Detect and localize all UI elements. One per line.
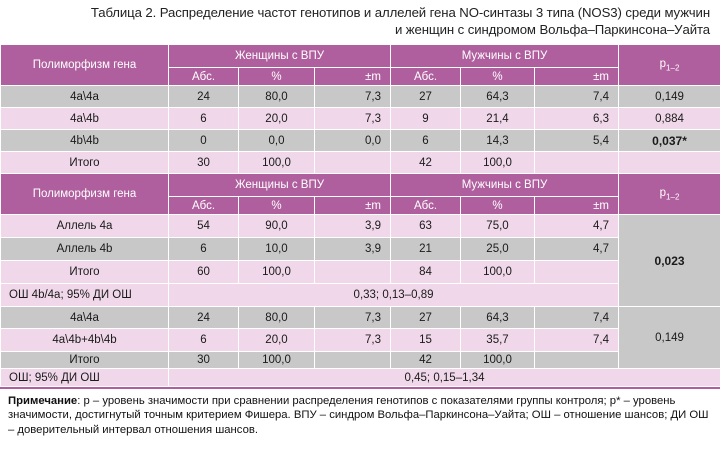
odds-ratio-label-2: ОШ; 95% ДИ ОШ <box>1 369 169 387</box>
header-men-2: Мужчины с ВПУ <box>391 174 619 197</box>
cell: 30 <box>169 152 239 174</box>
cell: 7,4 <box>535 307 619 329</box>
cell: 7,3 <box>315 307 391 329</box>
header-row-1 <box>1 45 720 68</box>
cell: 3,9 <box>315 215 391 238</box>
cell: 63 <box>391 215 461 238</box>
cell: 7,3 <box>315 86 391 108</box>
p-value-combined: 0,149 <box>619 307 720 369</box>
odds-ratio-row <box>1 284 720 307</box>
genotype-table <box>0 44 720 387</box>
header-row-3 <box>1 174 720 197</box>
cell: 21,4 <box>461 108 535 130</box>
table-row <box>1 108 720 130</box>
cell: 6 <box>169 108 239 130</box>
header-women: Женщины с ВПУ <box>169 45 391 68</box>
caption-line-1: Таблица 2. Распределение частот генотипов и аллелей гена NO-синтазы 3 типа (NOS3) среди мужчин <box>90 5 710 20</box>
row-label: 4a\4b <box>1 108 169 130</box>
cell: 7,3 <box>315 329 391 352</box>
row-label: Аллель 4a <box>1 215 169 238</box>
cell: 27 <box>391 307 461 329</box>
cell: 27 <box>391 86 461 108</box>
cell: 30 <box>169 352 239 369</box>
cell: 0 <box>169 130 239 152</box>
p-value <box>619 152 720 174</box>
header-m-pct-2: % <box>461 197 535 215</box>
header-m-abs-2: Абс. <box>391 197 461 215</box>
cell: 7,4 <box>535 329 619 352</box>
table-row <box>1 238 720 261</box>
cell: 15 <box>391 329 461 352</box>
table-row <box>1 130 720 152</box>
table-caption <box>0 0 720 44</box>
row-label: 4a\4a <box>1 307 169 329</box>
cell: 90,0 <box>239 215 315 238</box>
cell: 9 <box>391 108 461 130</box>
cell: 20,0 <box>239 108 315 130</box>
cell: 0,0 <box>239 130 315 152</box>
cell: 24 <box>169 307 239 329</box>
cell <box>535 261 619 284</box>
cell: 75,0 <box>461 215 535 238</box>
table-row <box>1 261 720 284</box>
table-row <box>1 352 720 369</box>
cell <box>315 352 391 369</box>
cell: 80,0 <box>239 307 315 329</box>
table-row <box>1 152 720 174</box>
cell: 100,0 <box>239 352 315 369</box>
cell: 7,3 <box>315 108 391 130</box>
header-w-pct: % <box>239 68 315 86</box>
table-row <box>1 307 720 329</box>
cell: 6 <box>391 130 461 152</box>
odds-ratio-value: 0,33; 0,13–0,89 <box>169 284 619 307</box>
table-note <box>0 387 720 437</box>
row-label: 4b\4b <box>1 130 169 152</box>
cell: 100,0 <box>461 352 535 369</box>
p-value: 0,149 <box>619 86 720 108</box>
header-m-pm: ±m <box>535 68 619 86</box>
row-label: 4a\4b+4b\4b <box>1 329 169 352</box>
cell: 5,4 <box>535 130 619 152</box>
table-row <box>1 329 720 352</box>
cell: 100,0 <box>461 261 535 284</box>
cell <box>315 152 391 174</box>
row-label: Итого <box>1 261 169 284</box>
header-w-pct-2: % <box>239 197 315 215</box>
header-w-abs-2: Абс. <box>169 197 239 215</box>
header-w-pm: ±m <box>315 68 391 86</box>
cell: 7,4 <box>535 86 619 108</box>
header-polymorphism-2: Полиморфизм гена <box>1 174 169 215</box>
cell: 42 <box>391 352 461 369</box>
cell: 14,3 <box>461 130 535 152</box>
header-m-abs: Абс. <box>391 68 461 86</box>
odds-ratio-value-2: 0,45; 0,15–1,34 <box>169 369 720 387</box>
p-value: 0,037* <box>619 130 720 152</box>
cell <box>535 152 619 174</box>
cell: 6 <box>169 329 239 352</box>
cell: 64,3 <box>461 86 535 108</box>
odds-ratio-label: ОШ 4b/4a; 95% ДИ ОШ <box>1 284 169 307</box>
cell <box>535 352 619 369</box>
caption-line-2: и женщин с синдромом Вольфа–Паркинсона–Уайта <box>394 22 710 37</box>
cell: 42 <box>391 152 461 174</box>
header-polymorphism: Полиморфизм гена <box>1 45 169 86</box>
note-title: Примечание <box>8 395 78 407</box>
cell: 24 <box>169 86 239 108</box>
cell: 6,3 <box>535 108 619 130</box>
header-w-pm-2: ±m <box>315 197 391 215</box>
cell: 84 <box>391 261 461 284</box>
cell: 3,9 <box>315 238 391 261</box>
header-men: Мужчины с ВПУ <box>391 45 619 68</box>
cell: 10,0 <box>239 238 315 261</box>
row-label: Аллель 4b <box>1 238 169 261</box>
cell: 64,3 <box>461 307 535 329</box>
cell: 25,0 <box>461 238 535 261</box>
row-label: Итого <box>1 352 169 369</box>
cell: 21 <box>391 238 461 261</box>
header-p-2: $p_{1-2}$ <box>619 174 720 215</box>
cell: 54 <box>169 215 239 238</box>
cell: 6 <box>169 238 239 261</box>
row-label: 4a\4a <box>1 86 169 108</box>
header-w-abs: Абс. <box>169 68 239 86</box>
odds-ratio-row-2 <box>1 369 720 387</box>
header-m-pm-2: ±m <box>535 197 619 215</box>
cell: 100,0 <box>239 261 315 284</box>
row-label: Итого <box>1 152 169 174</box>
cell <box>315 261 391 284</box>
cell: 20,0 <box>239 329 315 352</box>
p-value: 0,884 <box>619 108 720 130</box>
cell: 35,7 <box>461 329 535 352</box>
header-women-2: Женщины с ВПУ <box>169 174 391 197</box>
note-text: : p – уровень значимости при сравнении распределения генотипов с показателями группы контроля; p* – уровень значимости, достигнутый точным критерием Фишера. ВПУ – синдром Вольфа–Паркинсона–Уайта; ОШ – отношение шансов; ДИ ОШ – доверительный интервал отношения шансов. <box>8 395 709 436</box>
cell: 60 <box>169 261 239 284</box>
header-m-pct: % <box>461 68 535 86</box>
table-row <box>1 215 720 238</box>
cell: 4,7 <box>535 215 619 238</box>
header-p: $p_{1-2}$ <box>619 45 720 86</box>
cell: 100,0 <box>461 152 535 174</box>
table-row <box>1 86 720 108</box>
cell: 0,0 <box>315 130 391 152</box>
cell: 4,7 <box>535 238 619 261</box>
p-value-alleles: 0,023 <box>619 215 720 307</box>
cell: 80,0 <box>239 86 315 108</box>
cell: 100,0 <box>239 152 315 174</box>
